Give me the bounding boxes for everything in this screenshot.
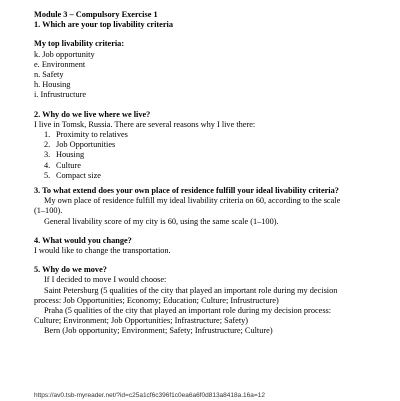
- reasons-list: [34, 130, 390, 181]
- q3-paragraph-line: My own place of residence fulfill my ideal livability criteria on 60, according to the scale: [44, 196, 341, 206]
- list-item: 4. Culture: [44, 160, 81, 170]
- criteria-title: My top livability criteria:: [34, 39, 125, 49]
- q5-praha-line: Culture; Environment; Job Opportunities; Infrastructure; Safety): [34, 316, 249, 326]
- q5-intro: If I decided to move I would choose:: [44, 275, 167, 285]
- q3-heading: 3. To what extend does your own place of residence fulfill your ideal livability criteria?: [34, 186, 339, 196]
- q5-spb-line: process: Job Opportunities; Economy; Education; Culture; Infrustructure): [34, 295, 279, 305]
- q4-heading: 4. What would you change?: [34, 235, 132, 245]
- module-title: Module 3 – Compulsory Exercise 1: [34, 10, 158, 19]
- q2-heading: 2. Why do we live where we live?: [34, 109, 151, 119]
- list-item: 5. Compact size: [44, 170, 101, 180]
- q5-heading: 5. Why do we move?: [34, 265, 107, 275]
- list-item: 3. Housing: [44, 150, 85, 160]
- list-item: h. Housing: [34, 80, 71, 90]
- q3-general-score: General livability score of my city is 60, using the same scale (1–100).: [44, 216, 279, 226]
- q5-spb-line: Saint Petersburg (5 qualities of the city that played an important role during my decision: [44, 285, 338, 295]
- list-item: 1. Proximity to relatives: [44, 130, 128, 140]
- criteria-list: [34, 50, 390, 101]
- q3-paragraph-line: (1–100).: [34, 206, 63, 216]
- q5-bern-line: Bern (Job opportunity; Environment; Safety; Infrustructure; Culture): [44, 326, 273, 336]
- q5-praha-line: Praha (5 qualities of the city that played an important role during my decision process:: [44, 306, 332, 316]
- footer-url[interactable]: https://av0.tsb-myreader.net/?id=c25a1cf6c396f1c0ea6a6f0d813a8418a.16a=12: [34, 392, 265, 399]
- list-item: i. Infrustructure: [34, 90, 87, 100]
- list-item: n. Safety: [34, 70, 64, 80]
- q4-text: I would like to change the transportation.: [34, 246, 171, 256]
- list-item: 2. Job Opportunities: [44, 140, 116, 150]
- q1-heading: 1. Which are your top livability criteria: [34, 20, 173, 30]
- q2-intro: I live in Tomsk, Russia. There are several reasons why I live there:: [34, 119, 256, 129]
- list-item: e. Environment: [34, 59, 86, 69]
- list-item: k. Job opportunity: [34, 49, 95, 59]
